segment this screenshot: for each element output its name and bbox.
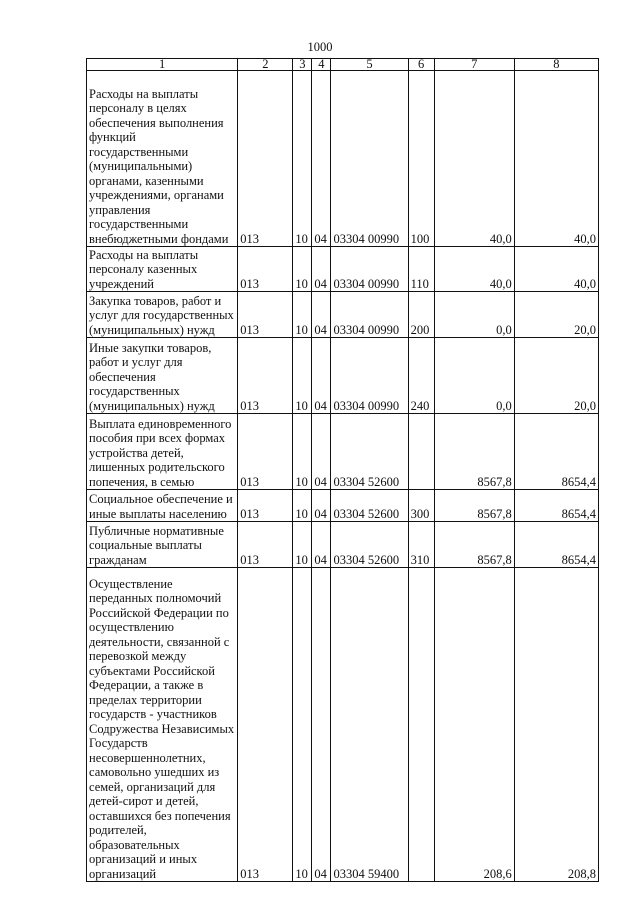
row-vr: 310 [408,522,434,568]
row-csr: 03304 00990 [331,292,408,338]
row-value-2: 208,8 [514,568,598,882]
table-row [87,490,599,522]
row-name: Социальное обеспечение и иные выплаты населению [87,490,238,522]
row-pr: 04 [312,292,331,338]
header-row [87,59,599,71]
row-pr: 04 [312,71,331,247]
column-header: 4 [312,59,331,71]
row-vr: 300 [408,490,434,522]
row-value-1: 8567,8 [434,414,514,490]
row-value-2: 20,0 [514,292,598,338]
row-ved: 013 [238,568,293,882]
row-rz: 10 [293,490,312,522]
row-pr: 04 [312,568,331,882]
row-rz: 10 [293,338,312,414]
table-row [87,522,599,568]
row-vr [408,414,434,490]
row-value-2: 40,0 [514,71,598,247]
row-csr: 03304 52600 [331,490,408,522]
row-rz: 10 [293,414,312,490]
row-vr: 240 [408,338,434,414]
row-value-2: 20,0 [514,338,598,414]
row-vr: 110 [408,247,434,292]
page-number: 1000 [307,40,333,54]
row-vr [408,568,434,882]
row-pr: 04 [312,522,331,568]
row-value-2: 8654,4 [514,414,598,490]
row-pr: 04 [312,338,331,414]
table-row [87,292,599,338]
row-rz: 10 [293,522,312,568]
row-rz: 10 [293,568,312,882]
row-ved: 013 [238,247,293,292]
budget-table [86,58,599,882]
row-name: Иные закупки товаров, работ и услуг для обеспечения государственных (муниципальных) нужд [87,338,238,414]
row-name: Публичные нормативные социальные выплаты гражданам [87,522,238,568]
row-ved: 013 [238,71,293,247]
row-value-1: 40,0 [434,247,514,292]
row-value-2: 8654,4 [514,490,598,522]
row-name: Расходы на выплаты персоналу в целях обеспечения выполнения функций государственными (муниципальными) органами, казенными учреждениями, органами управления государственными внебюджетными фондами [87,71,238,247]
row-value-2: 40,0 [514,247,598,292]
column-header: 5 [331,59,408,71]
table-row [87,338,599,414]
row-rz: 10 [293,247,312,292]
row-value-1: 0,0 [434,338,514,414]
row-csr: 03304 00990 [331,71,408,247]
column-header: 8 [514,59,598,71]
row-rz: 10 [293,292,312,338]
column-header: 3 [293,59,312,71]
row-pr: 04 [312,247,331,292]
row-csr: 03304 52600 [331,522,408,568]
row-name: Закупка товаров, работ и услуг для государственных (муниципальных) нужд [87,292,238,338]
row-vr: 200 [408,292,434,338]
row-name: Осуществление переданных полномочий Российской Федерации по осуществлению деятельности, связанной с перевозкой между субъектами Российской Федерации, а также в пределах территории государств - участников Содружества Независимых Государств несовершеннолетних, самовольно ушедших из семей, организаций для детей-сирот и детей, оставшихся без попечения родителей, образовательных организаций и иных организаций [87,568,238,882]
row-name: Расходы на выплаты персоналу казенных учреждений [87,247,238,292]
table-row [87,414,599,490]
row-value-1: 0,0 [434,292,514,338]
table-row [87,568,599,882]
row-vr: 100 [408,71,434,247]
column-header: 6 [408,59,434,71]
column-header: 7 [434,59,514,71]
row-ved: 013 [238,414,293,490]
row-csr: 03304 00990 [331,247,408,292]
row-value-1: 8567,8 [434,522,514,568]
table-row [87,247,599,292]
column-header: 2 [238,59,293,71]
row-rz: 10 [293,71,312,247]
row-pr: 04 [312,490,331,522]
row-value-1: 40,0 [434,71,514,247]
row-value-1: 8567,8 [434,490,514,522]
row-ved: 013 [238,522,293,568]
row-ved: 013 [238,338,293,414]
row-value-2: 8654,4 [514,522,598,568]
column-header: 1 [87,59,238,71]
table-row [87,71,599,247]
row-pr: 04 [312,414,331,490]
row-csr: 03304 52600 [331,414,408,490]
row-name: Выплата единовременного пособия при всех формах устройства детей, лишенных родительского попечения, в семью [87,414,238,490]
row-csr: 03304 59400 [331,568,408,882]
row-value-1: 208,6 [434,568,514,882]
row-ved: 013 [238,292,293,338]
row-ved: 013 [238,490,293,522]
row-csr: 03304 00990 [331,338,408,414]
